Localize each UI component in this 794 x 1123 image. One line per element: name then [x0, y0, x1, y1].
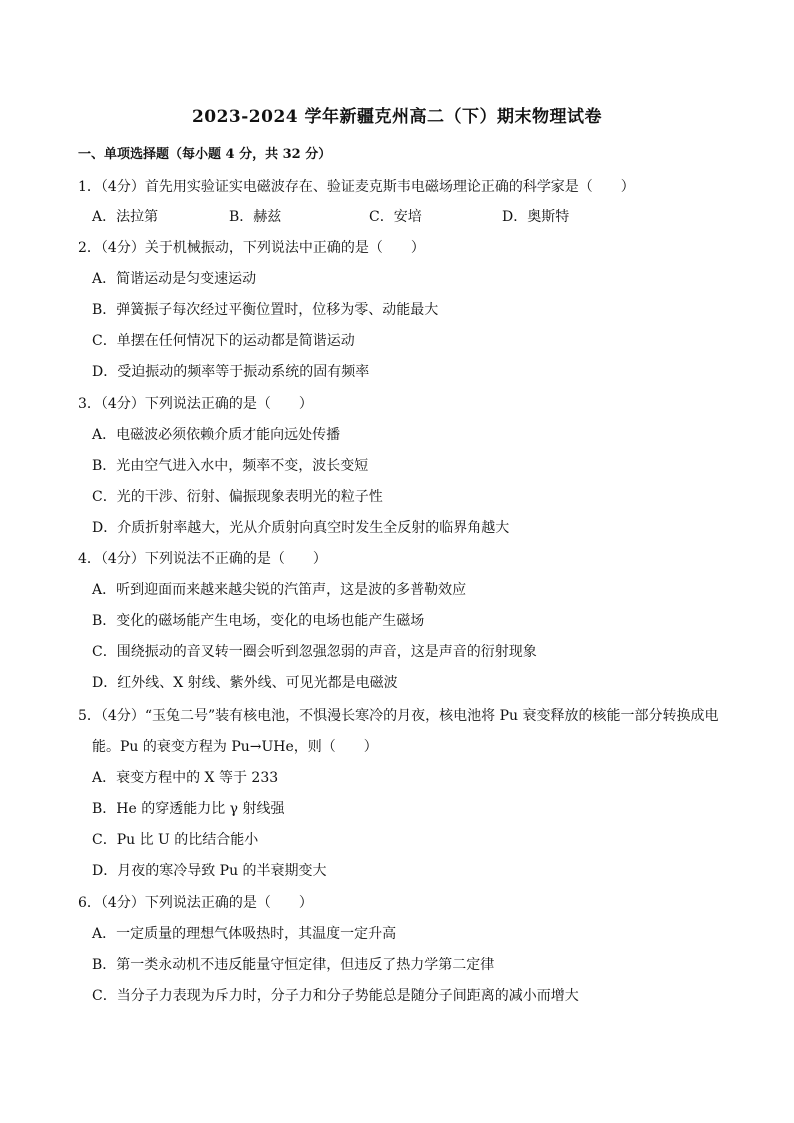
question-4-option-d: D．红外线、X 射线、紫外线、可见光都是电磁波 — [92, 675, 398, 691]
question-5-option-a: A．衰变方程中的 X 等于 233 — [92, 770, 279, 786]
question-3-option-a: A．电磁波必须依赖介质才能向远处传播 — [92, 427, 341, 443]
question-2-option-a: A．简谐运动是匀变速运动 — [92, 271, 257, 287]
question-2-option-d: D．受迫振动的频率等于振动系统的固有频率 — [92, 364, 370, 380]
question-6-option-b: B．第一类永动机不违反能量守恒定律，但违反了热力学第二定律 — [92, 957, 495, 973]
question-3-option-c: C．光的干涉、衍射、偏振现象表明光的粒子性 — [92, 489, 383, 505]
question-1-option-c: C．安培 — [369, 209, 422, 225]
question-4-stem: 4．（4分）下列说法不正确的是（ ） — [78, 551, 327, 567]
question-1-option-a: A．法拉第 — [92, 209, 159, 225]
question-5-option-b: B．He 的穿透能力比 γ 射线强 — [92, 801, 285, 817]
question-2-option-c: C．单摆在任何情况下的运动都是简谐运动 — [92, 333, 355, 349]
question-6-stem: 6．（4分）下列说法正确的是（ ） — [78, 895, 313, 911]
question-2-stem: 2．（4分）关于机械振动，下列说法中正确的是（ ） — [78, 240, 425, 256]
question-5-stem: 5．（4分）“玉兔二号”装有核电池，不惧漫长寒冷的月夜，核电池将 Pu 衰变释放的核能一部分转换成电 — [78, 708, 719, 724]
question-5-option-d: D．月夜的寒冷导致 Pu 的半衰期变大 — [92, 863, 327, 879]
question-5-stem-continued: 能。Pu 的衰变方程为 Pu→UHe，则（ ） — [92, 739, 378, 755]
question-1-stem: 1．（4分）首先用实验证实电磁波存在、验证麦克斯韦电磁场理论正确的科学家是（ ） — [78, 179, 635, 195]
page-title: 2023-2024 学年新疆克州高二（下）期末物理试卷 — [191, 107, 603, 127]
question-3-stem: 3．（4分）下列说法正确的是（ ） — [78, 396, 313, 412]
question-5-option-c: C．Pu 比 U 的比结合能小 — [92, 832, 259, 848]
question-4-option-a: A．听到迎面而来越来越尖锐的汽笛声，这是波的多普勒效应 — [92, 582, 467, 598]
question-3-option-b: B．光由空气进入水中，频率不变，波长变短 — [92, 458, 369, 474]
question-1-option-b: B．赫兹 — [229, 209, 282, 225]
question-1-option-d: D．奥斯特 — [502, 209, 570, 225]
section-heading: 一、单项选择题（每小题 4 分，共 32 分） — [78, 147, 332, 162]
question-6-option-a: A．一定质量的理想气体吸热时，其温度一定升高 — [92, 926, 397, 942]
question-4-option-c: C．围绕振动的音叉转一圈会听到忽强忽弱的声音，这是声音的衍射现象 — [92, 644, 537, 660]
question-3-option-d: D．介质折射率越大，光从介质射向真空时发生全反射的临界角越大 — [92, 520, 510, 536]
question-2-option-b: B．弹簧振子每次经过平衡位置时，位移为零、动能最大 — [92, 302, 439, 318]
question-6-option-c: C．当分子力表现为斥力时，分子力和分子势能总是随分子间距离的减小而增大 — [92, 988, 579, 1004]
question-4-option-b: B．变化的磁场能产生电场，变化的电场也能产生磁场 — [92, 613, 425, 629]
